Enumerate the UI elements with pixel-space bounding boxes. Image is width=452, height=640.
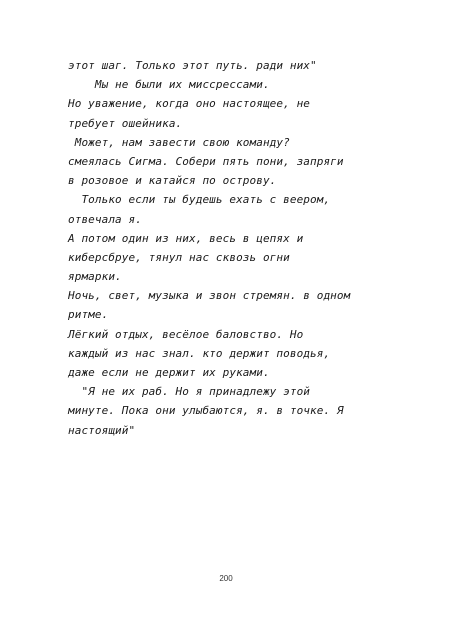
text-line: в розовое и катайся по острову.	[68, 174, 277, 188]
text-line: Лёгкий отдых, весёлое баловство. Но	[68, 327, 304, 341]
text-line: Может, нам завести свою команду?	[68, 135, 290, 149]
text-line: каждый из нас знал. кто держит поводья,	[68, 346, 331, 360]
text-line: минуте. Пока они улыбаются, я. в точке. Я	[68, 404, 344, 418]
text-line: А потом один из них, весь в цепях и	[68, 231, 304, 245]
text-line: этот шаг. Только этот путь. ради них"	[68, 59, 317, 72]
text-line: смеялась Сигма. Собери пять пони, запряги	[68, 154, 344, 168]
text-line: требует ошейника.	[68, 116, 183, 130]
text-line: настоящий"	[68, 423, 136, 437]
page-number: 200	[219, 574, 233, 583]
text-line: "Я не их раб. Но я принадлежу этой	[68, 385, 311, 399]
text-line: отвечала я.	[68, 212, 142, 226]
text-line: Ночь, свет, музыка и звон стремян. в одном	[68, 289, 351, 303]
text-line: Мы не были их миссрессами.	[68, 78, 270, 92]
text-line: Только если ты будешь ехать с веером,	[68, 193, 331, 207]
text-line: киберсбруе, тянул нас сквозь огни	[68, 250, 290, 264]
text-line: Но уважение, когда оно настоящее, не	[68, 97, 311, 111]
body-text	[68, 56, 398, 440]
text-line: ритме.	[68, 308, 109, 322]
text-line: ярмарки.	[68, 270, 122, 284]
text-line: даже если не держит их руками.	[68, 366, 270, 379]
